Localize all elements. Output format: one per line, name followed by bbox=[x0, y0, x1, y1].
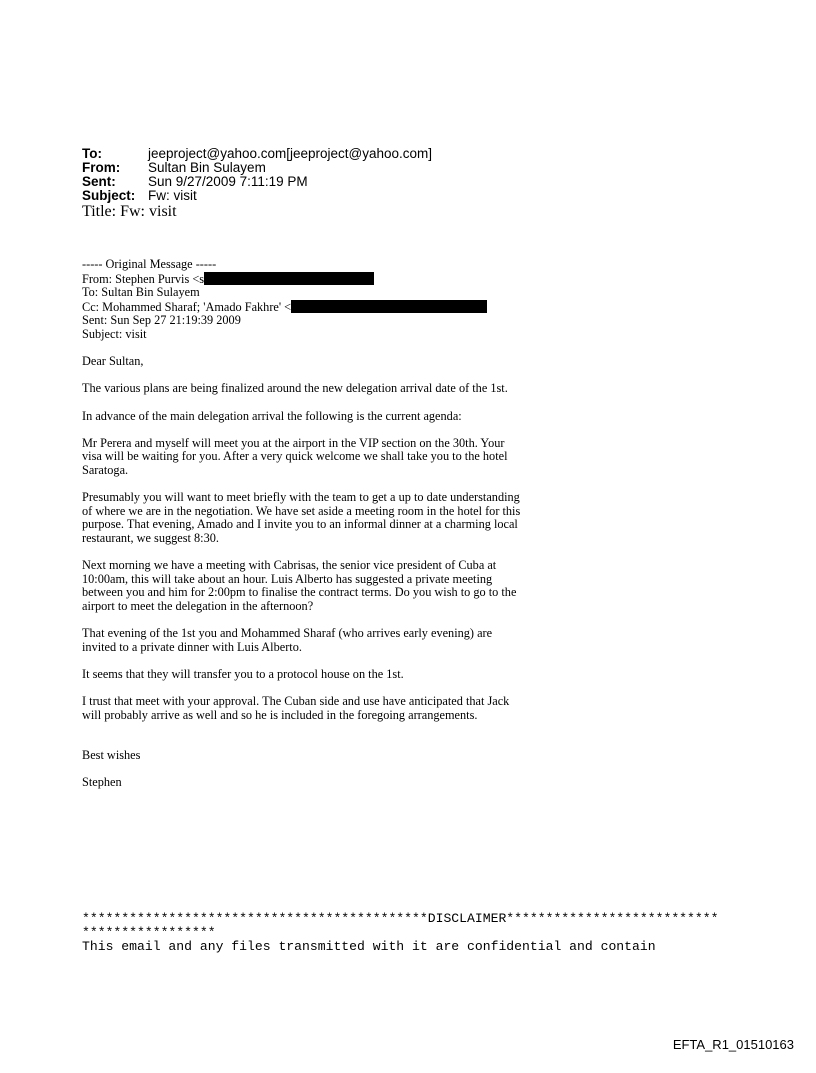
paragraph: I trust that meet with your approval. The Cuban side and use have anticipated that Jack will probably arrive as well and so he is included in the foregoing arrangements. bbox=[82, 694, 510, 722]
original-sent: Sent: Sun Sep 27 21:19:39 2009 bbox=[82, 313, 241, 328]
original-message-meta bbox=[82, 258, 522, 342]
paragraph: Dear Sultan, bbox=[82, 354, 144, 369]
paragraph: That evening of the 1st you and Mohammed Sharaf (who arrives early evening) are invited to a private dinner with Luis Alberto. bbox=[82, 626, 493, 654]
sent-value: Sun 9/27/2009 7:11:19 PM bbox=[148, 174, 308, 189]
paragraph: In advance of the main delegation arrival the following is the current agenda: bbox=[82, 408, 462, 423]
document-id: EFTA_R1_01510163 bbox=[672, 1037, 794, 1052]
original-divider: ----- Original Message ----- bbox=[82, 257, 217, 271]
subject-value: Fw: visit bbox=[148, 188, 197, 203]
sent-label: Sent: bbox=[82, 174, 116, 189]
from-value: Sultan Bin Sulayem bbox=[148, 160, 266, 175]
paragraph: Presumably you will want to meet briefly with the team to get a up to date understanding of where we are in the negotiation. We have set aside a meeting room in the hotel for this purpose. That evening, Amado and I invite you to an informal dinner at a charming local restaurant, we suggest 8:30. bbox=[82, 490, 521, 545]
redaction-box bbox=[291, 300, 487, 313]
disclaimer-line: ***************** bbox=[82, 925, 216, 940]
paragraph: The various plans are being finalized around the new delegation arrival date of the 1st. bbox=[82, 381, 508, 396]
original-cc: Cc: Mohammed Sharaf; 'Amado Fakhre' < bbox=[82, 299, 292, 314]
subject-label: Subject: bbox=[82, 188, 136, 203]
closing: Best wishes bbox=[82, 748, 141, 763]
from-label: From: bbox=[82, 160, 121, 175]
to-label: To: bbox=[82, 146, 102, 161]
paragraph: Next morning we have a meeting with Cabrisas, the senior vice president of Cuba at 10:00am, this will take about an hour. Luis Alberto has suggested a private meeting between you and him for 2:00pm to finalise the contract terms. Do you wish to go to the airport to meet the delegation in the afternoon? bbox=[82, 558, 517, 613]
email-header bbox=[82, 147, 432, 203]
document-title: Title: Fw: visit bbox=[82, 203, 177, 220]
disclaimer-line: This email and any files transmitted with it are confidential and contain bbox=[82, 939, 656, 954]
original-from: From: Stephen Purvis <s bbox=[82, 271, 205, 286]
redaction-box bbox=[204, 272, 374, 285]
paragraph: Mr Perera and myself will meet you at the airport in the VIP section on the 30th. Your visa will be waiting for you. After a very quick welcome we shall take you to the hotel Saratoga. bbox=[82, 435, 508, 477]
original-to: To: Sultan Bin Sulayem bbox=[82, 285, 200, 300]
signature: Stephen bbox=[82, 775, 122, 790]
to-value: jeeproject@yahoo.com[jeeproject@yahoo.com] bbox=[148, 146, 433, 161]
email-body bbox=[82, 258, 522, 804]
original-subject: Subject: visit bbox=[82, 326, 147, 341]
disclaimer-line: ********************************************DISCLAIMER*************************** bbox=[82, 911, 719, 926]
paragraph: It seems that they will transfer you to a protocol house on the 1st. bbox=[82, 666, 404, 681]
disclaimer bbox=[82, 912, 718, 954]
